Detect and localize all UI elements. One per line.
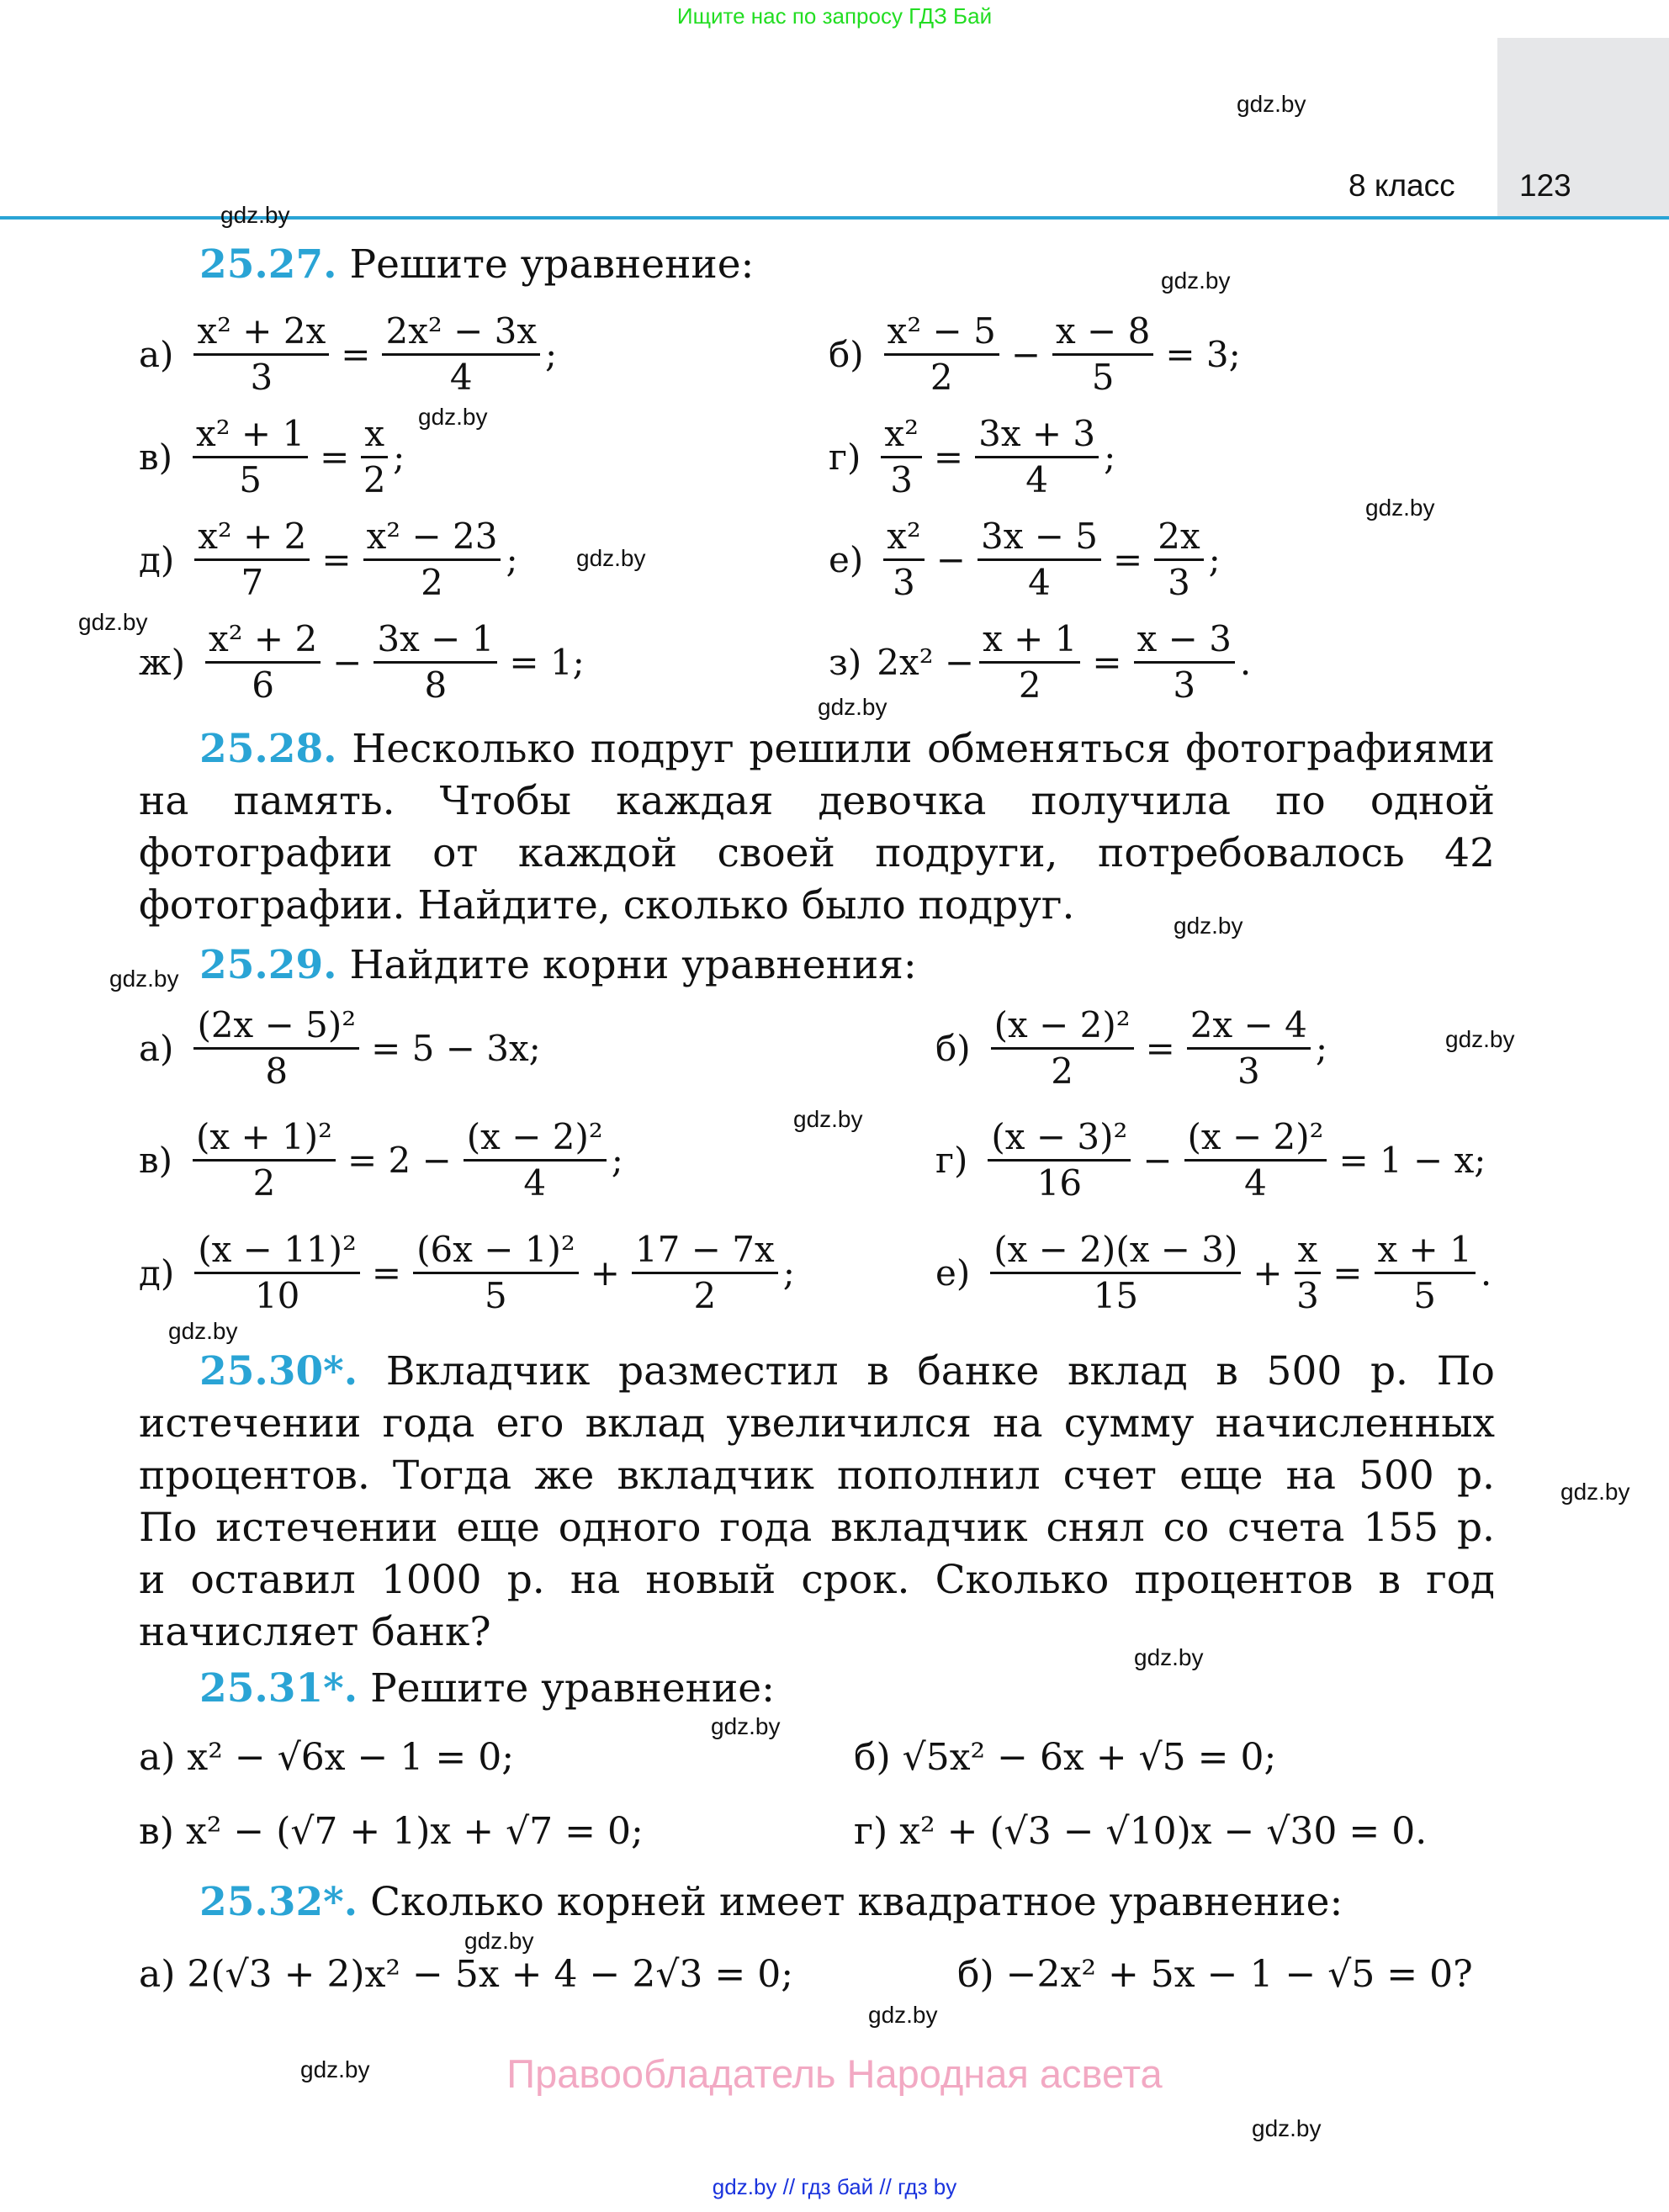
watermark: gdz.by xyxy=(300,2056,370,2082)
equation-25-27-e: е) $\frac{\text{x²}}{3}$ − $\frac{3x - 5}{4}$ = $\frac{2x}{3}$ ; xyxy=(829,516,1221,603)
problem-25-31-heading: 25.31*. Решите уравнение: xyxy=(199,1665,775,1712)
equation-25-29-a: а) $\frac{\text{(2x − 5)²}}{8}$ = 5 − 3x; xyxy=(139,1004,541,1092)
watermark: gdz.by xyxy=(1174,913,1243,939)
footer-links[interactable]: gdz.by // гдз бай // гдз by xyxy=(712,2174,957,2199)
watermark: gdz.by xyxy=(818,694,887,720)
equation-25-31-a: а) x² − √6x − 1 = 0; xyxy=(139,1736,515,1779)
watermark: gdz.by xyxy=(1161,267,1231,294)
watermark: gdz.by xyxy=(109,966,179,992)
problem-title: Решите уравнение: xyxy=(349,241,755,288)
equation-25-27-d: д) $\frac{\text{x² + 2}}{7}$ = $\frac{\text{x² − 23}}{2}$ ; xyxy=(139,516,518,603)
equation-25-29-v: в) $\frac{\text{(x + 1)²}}{2}$ = 2 − $\frac{\text{(x − 2)²}}{4}$ ; xyxy=(139,1116,623,1204)
watermark: gdz.by xyxy=(464,1928,534,1954)
watermark: gdz.by xyxy=(168,1318,238,1344)
equation-25-29-d: д) $\frac{\text{(x − 11)²}}{10}$ = $\frac{\text{(6x − 1)²}}{5}$ + $\frac{17 - 7x}{2}$ ; xyxy=(139,1229,795,1316)
problem-25-30: 25.30*. Вкладчик разместил в банке вклад в 500 р. По истечении года его вклад увеличился на сумму начисленных процентов. Тогда же вкладчик пополнил счет еще на 500 р. По истечении еще одного года вкладчик снял со счета 155 р. и оставил 1000 р. на новый срок. Сколько процентов в год начисляет банк? xyxy=(139,1348,1495,1655)
watermark: gdz.by xyxy=(1252,2115,1322,2141)
watermark: gdz.by xyxy=(1445,1026,1515,1052)
equation-25-31-g: г) x² + (√3 − √10)x − √30 = 0. xyxy=(854,1810,1428,1853)
equation-25-27-b: б) $\frac{\text{x² − 5}}{2}$ − $\frac{x - 8}{5}$ = 3; xyxy=(829,310,1241,398)
copyright-notice: Правообладатель Народная асвета xyxy=(506,2051,1163,2096)
equation-25-29-e: е) $\frac{(x - 2)(x - 3)}{15}$ + $\frac{x}{3}$ = $\frac{x + 1}{5}$ . xyxy=(935,1229,1492,1316)
watermark: gdz.by xyxy=(220,202,290,228)
problem-25-32-heading: 25.32*. Сколько корней имеет квадратное уравнение: xyxy=(199,1879,1343,1925)
problem-25-29-heading: 25.29. Найдите корни уравнения: xyxy=(199,942,917,988)
equation-25-27-a: а) $\frac{\text{x² + 2x}}{3}$ = $\frac{\text{2x² − 3x}}{4}$ ; xyxy=(139,310,558,398)
equation-25-32-a: а) 2(√3 + 2)x² − 5x + 4 − 2√3 = 0; xyxy=(139,1953,794,1996)
watermark: gdz.by xyxy=(78,609,148,635)
equation-25-31-b: б) √5x² − 6x + √5 = 0; xyxy=(854,1736,1277,1779)
watermark: gdz.by xyxy=(418,404,488,430)
watermark: gdz.by xyxy=(1134,1644,1204,1670)
equation-25-29-b: б) $\frac{\text{(x − 2)²}}{2}$ = $\frac{2x - 4}{3}$ ; xyxy=(935,1004,1327,1092)
equation-25-29-g: г) $\frac{\text{(x − 3)²}}{16}$ − $\frac{\text{(x − 2)²}}{4}$ = 1 − x; xyxy=(935,1116,1486,1204)
watermark: gdz.by xyxy=(793,1106,863,1132)
watermark: gdz.by xyxy=(711,1713,781,1739)
watermark: gdz.by xyxy=(1237,91,1306,117)
watermark: gdz.by xyxy=(1365,495,1435,521)
search-banner: Ищите нас по запросу ГДЗ Бай xyxy=(676,3,993,29)
watermark: gdz.by xyxy=(576,545,646,571)
equation-25-27-z: з) 2x² − $\frac{x + 1}{2}$ = $\frac{x - 3}{3}$ . xyxy=(829,618,1252,706)
equation-25-32-b: б) −2x² + 5x − 1 − √5 = 0? xyxy=(957,1953,1473,1996)
equation-25-31-v: в) x² − (√7 + 1)x + √7 = 0; xyxy=(139,1810,644,1853)
problem-25-27-heading xyxy=(199,240,754,290)
watermark: gdz.by xyxy=(868,2002,938,2028)
watermark: gdz.by xyxy=(1560,1479,1630,1505)
class-label: 8 класс xyxy=(1348,168,1455,203)
problem-number: 25.27. xyxy=(199,241,337,288)
page-number: 123 xyxy=(1519,168,1571,203)
problem-25-28: 25.28. Несколько подруг решили обменяться фотографиями на память. Чтобы каждая девочка получила по одной фотографии от каждой своей подруги, потребовалось 42 фотографии. Найдите, сколько было подруг. xyxy=(139,726,1495,929)
equation-25-27-zh: ж) $\frac{\text{x² + 2}}{6}$ − $\frac{3x - 1}{8}$ = 1; xyxy=(139,618,585,706)
equation-25-27-g: г) $\frac{\text{x²}}{3}$ = $\frac{3x + 3}{4}$ ; xyxy=(829,413,1116,500)
equation-25-27-v: в) $\frac{\text{x² + 1}}{5}$ = $\frac{x}{2}$ ; xyxy=(139,413,405,500)
